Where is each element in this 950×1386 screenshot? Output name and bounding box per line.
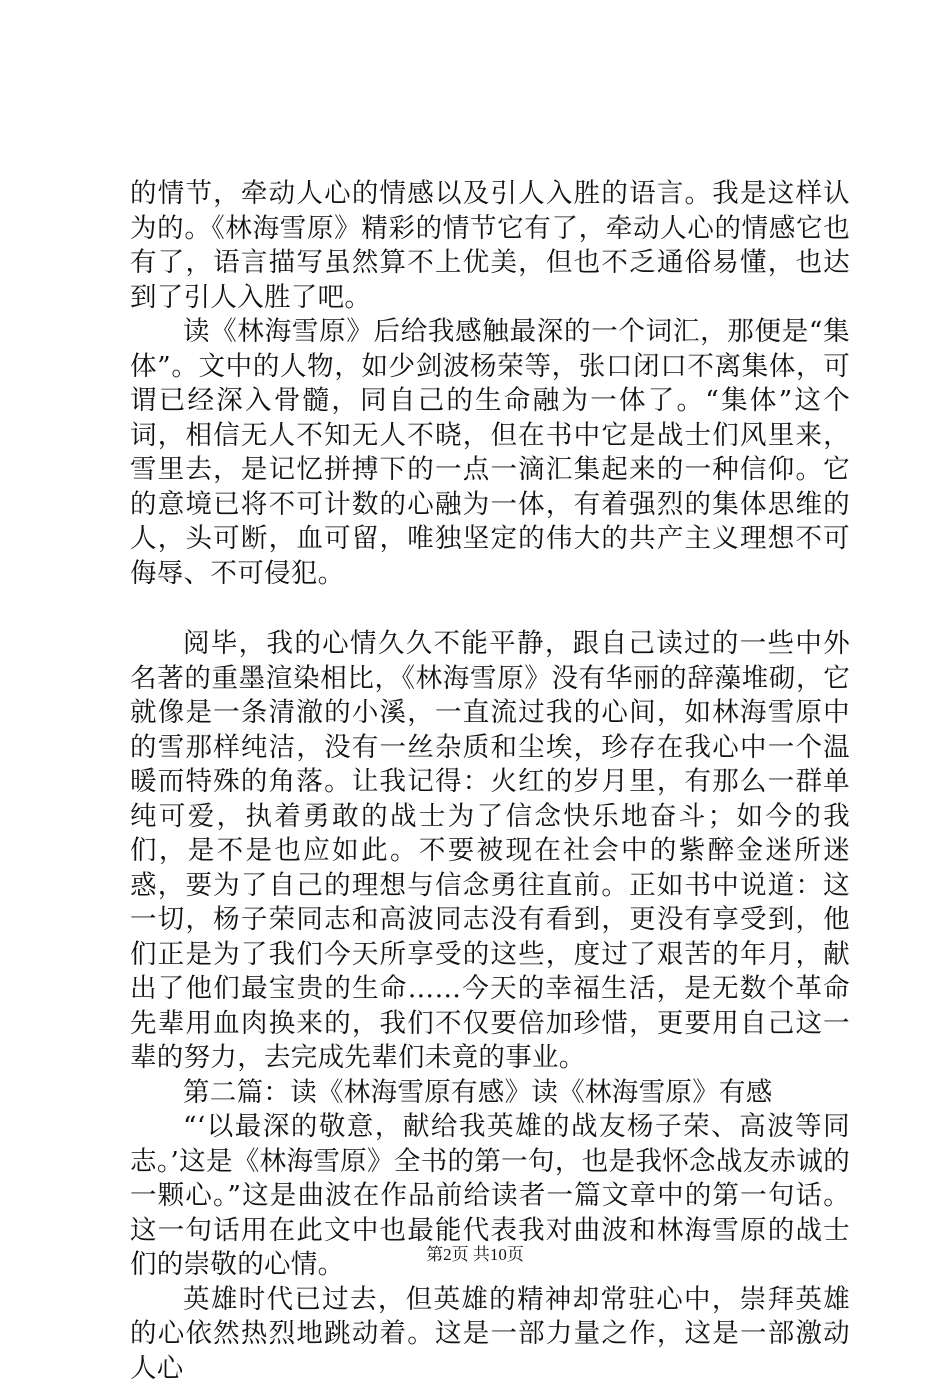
paragraph-2: 读《林海雪原》后给我感触最深的一个词汇，那便是“集体”。文中的人物，如少剑波杨荣等，张口闭口不离集体，可谓已经深入骨髓，同自己的生命融为一体了。“集体”这个词，相信无人不知无人不晓，但在书中它是战士们风里来，雪里去，是记忆拼搏下的一点一滴汇集起来的一种信仰。它的意境已将不可计数的心融为一体，有着强烈的集体思维的人，头可断，血可留，唯独坚定的伟大的共产主义理想不可侮辱、不可侵犯。 (130, 315, 850, 591)
paragraph-5: 英雄时代已过去，但英雄的精神却常驻心中，崇拜英雄的心依然热烈地跳动着。这是一部力量之作，这是一部激动人心 (130, 1283, 850, 1386)
document-body (130, 177, 850, 1386)
paragraph-4: “‘以最深的敬意，献给我英雄的战友杨子荣、高波等同志。’这是《林海雪原》全书的第一句，也是我怀念战友赤诚的一颗心。”这是曲波在作品前给读者一篇文章中的第一句话。这一句话用在此文中也最能代表我对曲波和林海雪原的战士们的崇敬的心情。 (130, 1110, 850, 1283)
section-heading: 第二篇：读《林海雪原有感》读《林海雪原》有感 (130, 1076, 850, 1111)
paragraph-gap (130, 591, 850, 627)
paragraph-1: 的情节，牵动人心的情感以及引人入胜的语言。我是这样认为的。《林海雪原》精彩的情节它有了，牵动人心的情感它也有了，语言描写虽然算不上优美，但也不乏通俗易懂，也达到了引人入胜了吧。 (130, 177, 850, 315)
paragraph-3: 阅毕，我的心情久久不能平静，跟自己读过的一些中外名著的重墨渲染相比，《林海雪原》没有华丽的辞藻堆砌，它就像是一条清澈的小溪，一直流过我的心间，如林海雪原中的雪那样纯洁，没有一丝杂质和尘埃，珍存在我心中一个温暖而特殊的角落。让我记得：火红的岁月里，有那么一群单纯可爱，执着勇敢的战士为了信念快乐地奋斗；如今的我们，是不是也应如此。不要被现在社会中的紫醉金迷所迷惑，要为了自己的理想与信念勇往直前。正如书中说道：这一切，杨子荣同志和高波同志没有看到，更没有享受到，他们正是为了我们今天所享受的这些，度过了艰苦的年月，献出了他们最宝贵的生命……今天的幸福生活，是无数个革命先辈用血肉换来的，我们不仅要倍加珍惜，更要用自己这一辈的努力，去完成先辈们未竟的事业。 (130, 627, 850, 1076)
page-footer: 第2页 共10页 (0, 1244, 950, 1266)
